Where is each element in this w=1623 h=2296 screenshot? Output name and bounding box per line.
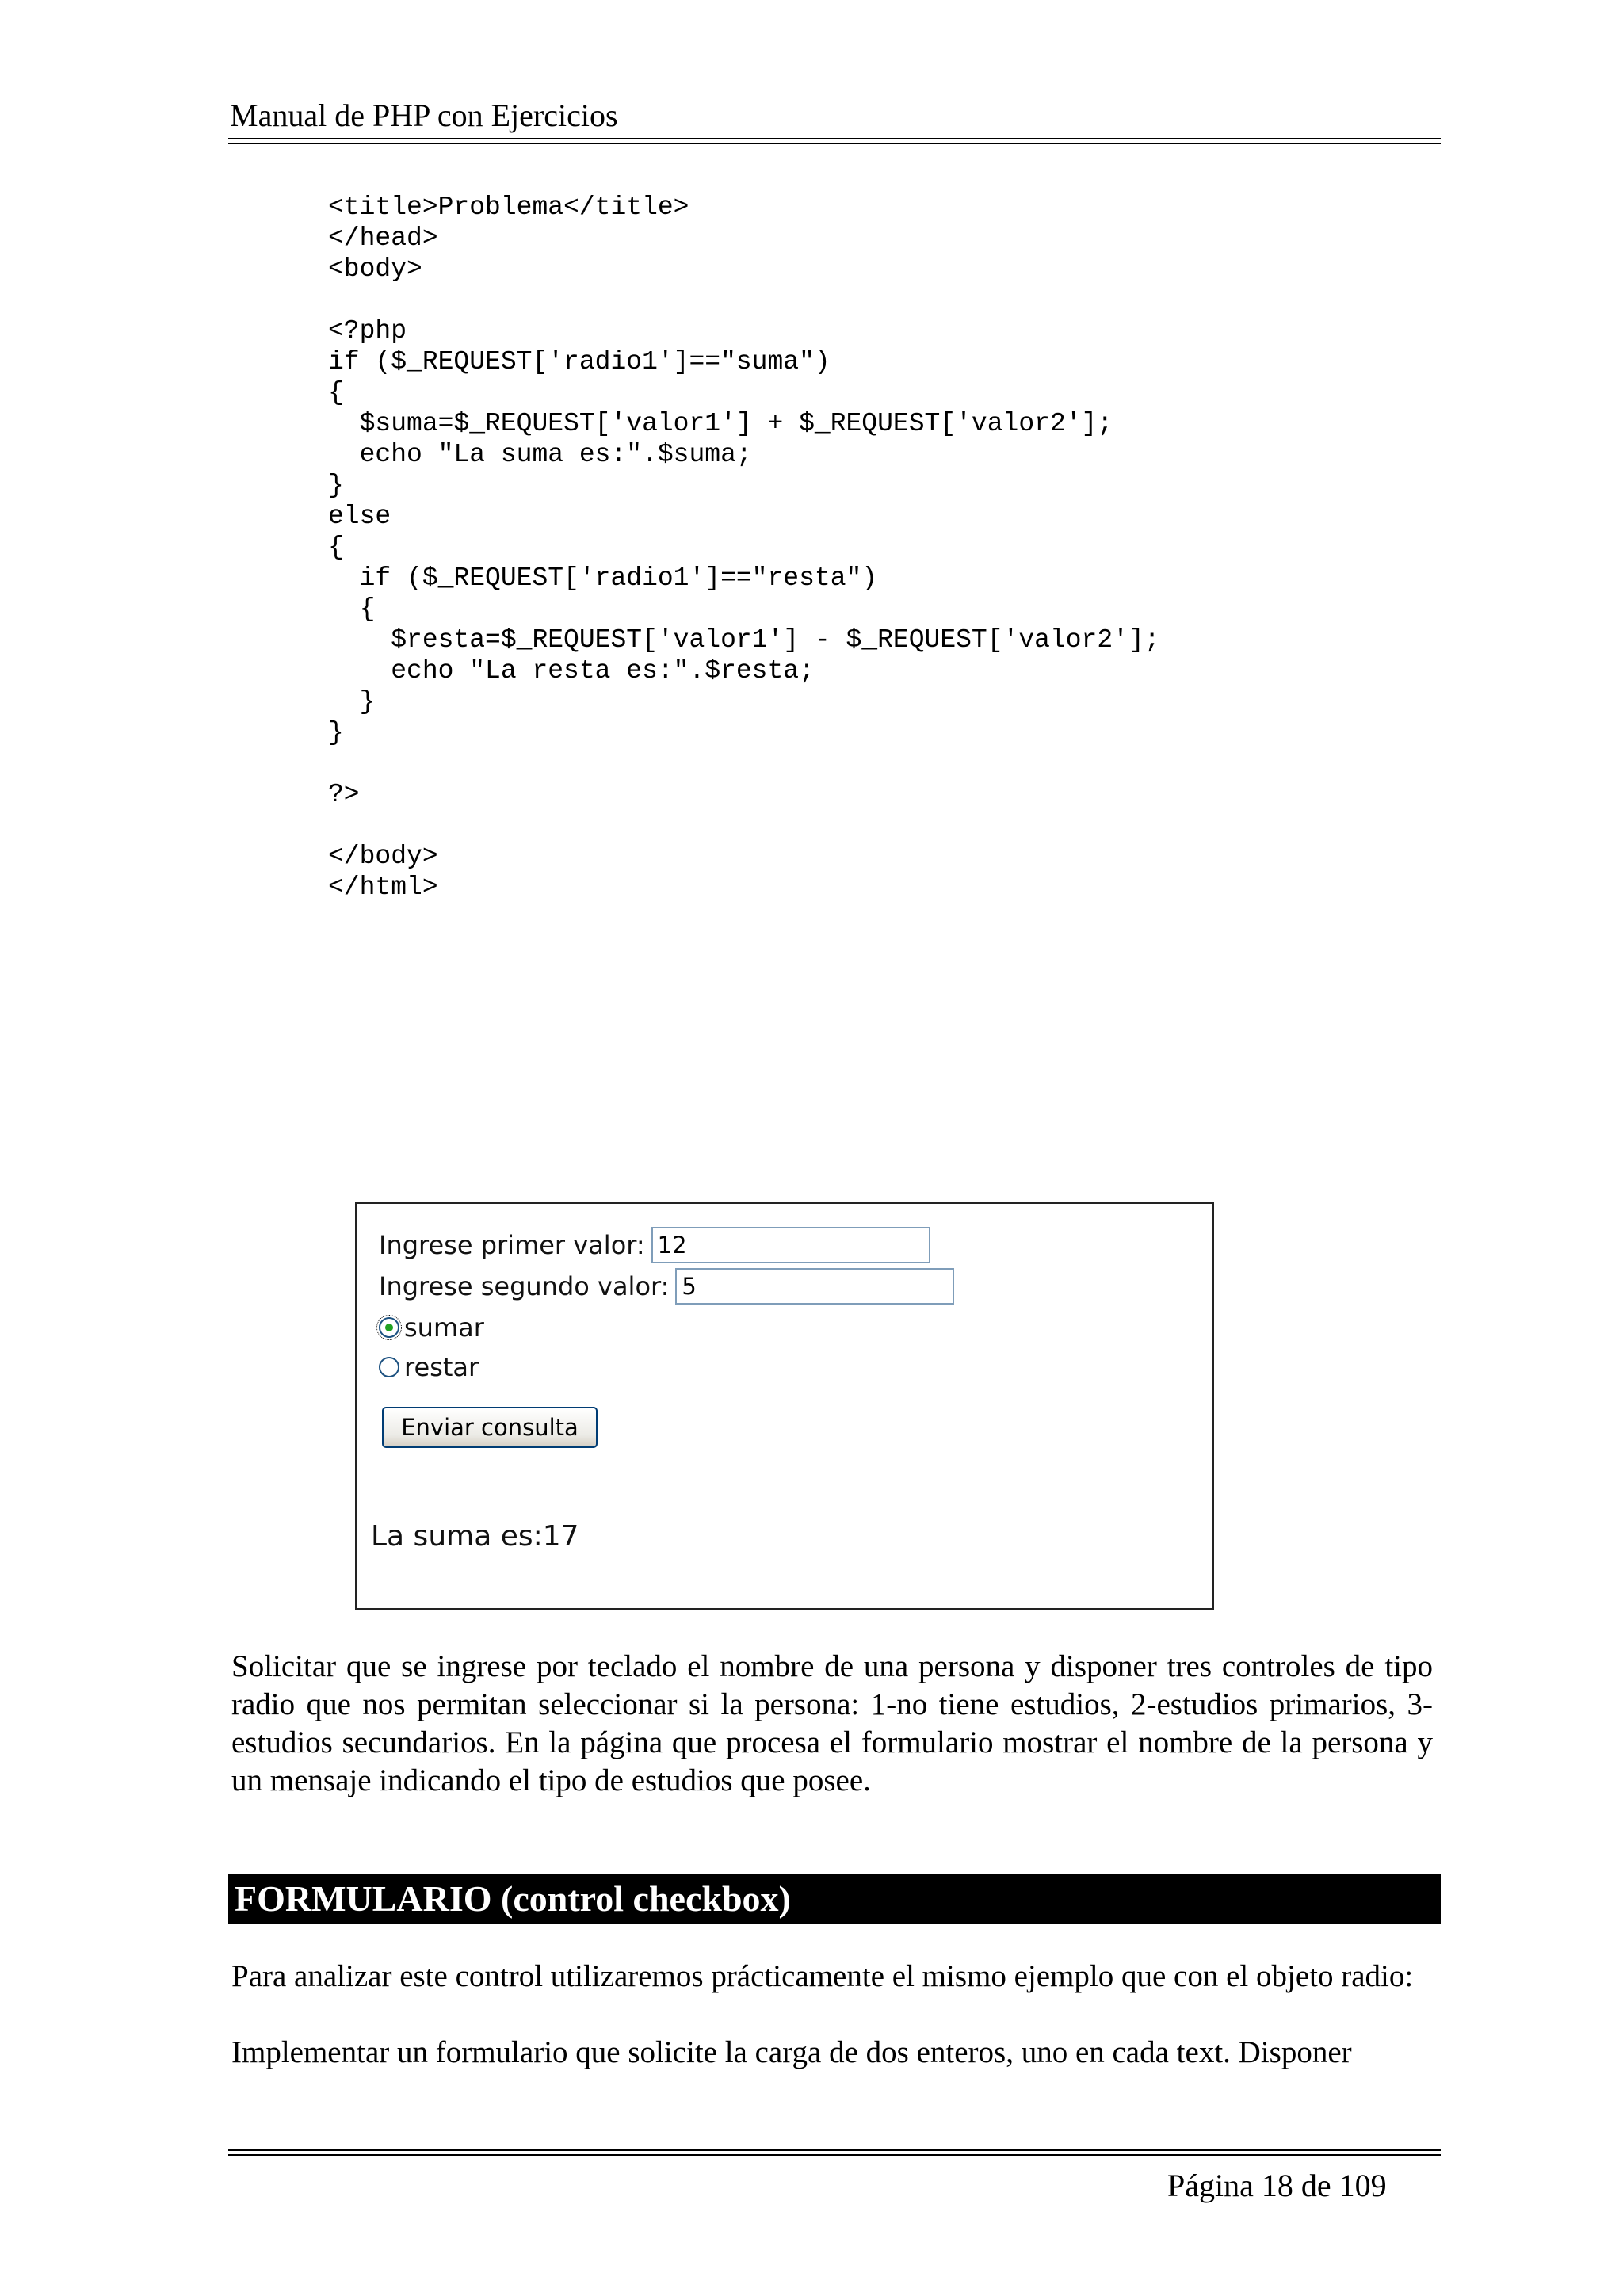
second-value-row <box>379 1266 954 1307</box>
code-line: } <box>328 718 344 747</box>
second-value-label: Ingrese segundo valor: <box>379 1271 670 1301</box>
section-heading: FORMULARIO (control checkbox) <box>228 1874 1441 1924</box>
submit-button[interactable]: Enviar consulta <box>382 1407 598 1448</box>
radio-restar-label: restar <box>404 1352 479 1382</box>
php-code-block <box>328 192 1160 903</box>
code-line: <?php <box>328 316 407 346</box>
code-line: </head> <box>328 223 438 253</box>
first-value-input[interactable]: 12 <box>651 1227 930 1263</box>
first-value-row <box>379 1224 930 1266</box>
code-line: ?> <box>328 780 360 809</box>
radio-restar[interactable] <box>379 1357 399 1377</box>
code-line: } <box>328 471 344 500</box>
radio-sumar[interactable] <box>379 1317 399 1338</box>
radio-sumar-row[interactable] <box>368 1307 484 1348</box>
exercise-paragraph: Solicitar que se ingrese por teclado el nombre de una persona y disponer tres controles de tipo radio que nos permitan seleccionar si la persona: 1-no tiene estudios, 2-estudios primarios, 3-estudios secundarios. En la página que procesa el formulario mostrar el nombre de la persona y un mensaje indicando el tipo de estudios que posee. <box>231 1649 1433 1797</box>
code-line: $suma=$_REQUEST['valor1'] + $_REQUEST['valor2']; <box>328 409 1113 438</box>
page-number: Página 18 de 109 <box>1167 2168 1387 2203</box>
code-line: if ($_REQUEST['radio1']=="resta") <box>328 563 878 593</box>
continuation-line: Implementar un formulario que solicite la carga de dos enteros, uno en cada text. Disponer <box>231 2035 1352 2069</box>
result-text: La suma es:17 <box>371 1520 579 1553</box>
code-line: if ($_REQUEST['radio1']=="suma") <box>328 347 831 376</box>
code-line: echo "La suma es:".$suma; <box>328 440 752 469</box>
code-line: { <box>328 378 344 407</box>
intro-paragraph: Para analizar este control utilizaremos prácticamente el mismo ejemplo que con el objeto radio: <box>231 1959 1414 1993</box>
first-value-label: Ingrese primer valor: <box>379 1230 645 1260</box>
code-line: { <box>328 594 376 624</box>
code-line: else <box>328 502 391 531</box>
form-screenshot <box>355 1202 1214 1610</box>
code-line: <body> <box>328 254 422 284</box>
code-line: echo "La resta es:".$resta; <box>328 656 815 686</box>
code-line: <title>Problema</title> <box>328 193 689 222</box>
header-rule <box>228 138 1441 144</box>
second-value-input[interactable]: 5 <box>675 1268 954 1305</box>
running-header: Manual de PHP con Ejercicios <box>230 97 618 133</box>
footer-rule <box>228 2149 1441 2156</box>
radio-sumar-label: sumar <box>404 1312 484 1343</box>
code-line: $resta=$_REQUEST['valor1'] - $_REQUEST['valor2']; <box>328 625 1160 655</box>
radio-restar-row[interactable] <box>368 1347 479 1388</box>
code-line: } <box>328 687 376 716</box>
code-line: </body> <box>328 842 438 871</box>
code-line: { <box>328 533 344 562</box>
code-line: </html> <box>328 873 438 902</box>
